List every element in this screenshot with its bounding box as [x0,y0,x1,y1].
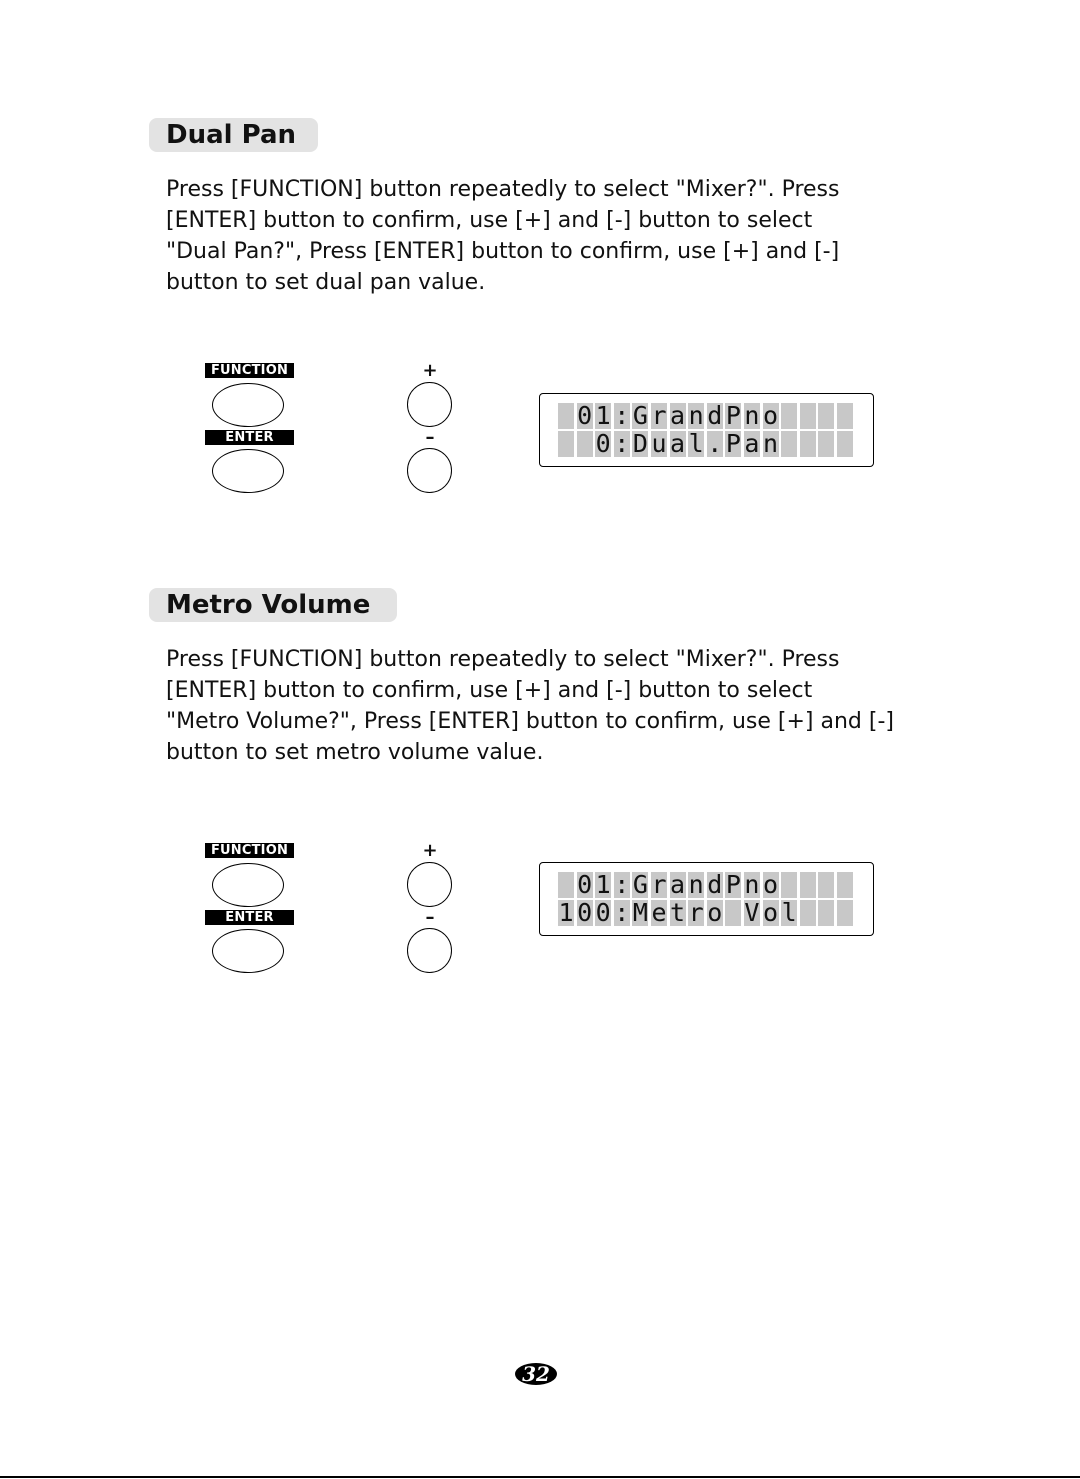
lcd-cell [837,403,853,429]
minus-button[interactable] [407,448,452,493]
lcd-cell: d [707,870,723,899]
lcd-cell: r [651,870,667,899]
metro-volume-instructions [166,644,1046,768]
lcd-cell: l [781,898,797,927]
lcd-cell [577,431,593,457]
lcd-cell: 0 [577,401,593,430]
lcd-cell: n [688,401,704,430]
plus-button[interactable] [407,382,452,427]
paragraph-line: button to set metro volume value. [166,740,544,765]
lcd-cell [781,872,797,898]
lcd-cell: r [651,401,667,430]
lcd-cell [800,403,816,429]
lcd-cell: : [614,429,630,458]
lcd-cell [800,900,816,926]
paragraph-line: [ENTER] button to confirm, use [+] and [-] button to select [166,208,813,233]
lcd-cell: 0 [577,870,593,899]
lcd-cell [818,403,834,429]
lcd-cell: o [763,870,779,899]
lcd-cell [818,872,834,898]
paragraph-line: Press [FUNCTION] button repeatedly to select "Mixer?". Press [166,647,840,672]
function-label: FUNCTION [205,363,294,378]
enter-label: ENTER [205,430,294,445]
lcd-cell [725,900,741,926]
lcd-cell: 1 [558,898,574,927]
lcd-cell: 0 [595,898,611,927]
lcd-cell [558,431,574,457]
section-heading-dual-pan: Dual Pan [149,118,318,152]
lcd-cell: e [651,898,667,927]
enter-button[interactable] [212,449,284,493]
lcd-cell: o [707,898,723,927]
lcd-cell: n [744,870,760,899]
lcd-cell: P [725,429,741,458]
paragraph-line: "Metro Volume?", Press [ENTER] button to confirm, use [+] and [-] [166,709,894,734]
lcd-display [539,862,874,936]
minus-label: – [425,427,435,448]
lcd-cell: n [688,870,704,899]
lcd-cell [800,431,816,457]
minus-button[interactable] [407,928,452,973]
plus-button[interactable] [407,862,452,907]
lcd-cell: : [614,870,630,899]
lcd-cell [558,403,574,429]
lcd-cell: D [632,429,648,458]
lcd-cell: : [614,401,630,430]
lcd-cell: o [763,898,779,927]
lcd-cell: : [614,898,630,927]
section-heading-metro-volume: Metro Volume [149,588,397,622]
function-label: FUNCTION [205,843,294,858]
function-button[interactable] [212,383,284,427]
minus-label: – [425,907,435,928]
lcd-cell: r [688,898,704,927]
lcd-cell: 0 [595,429,611,458]
lcd-cell: a [744,429,760,458]
page-number: 32 [515,1363,557,1385]
plus-label: + [422,360,438,381]
dual-pan-instructions [166,174,1046,298]
bottom-rule [0,1476,1080,1478]
lcd-line-1 [558,872,856,898]
lcd-line-1 [558,403,856,429]
plus-label: + [422,840,438,861]
lcd-cell: G [632,870,648,899]
lcd-cell [837,900,853,926]
lcd-cell: l [688,429,704,458]
lcd-cell [781,431,797,457]
lcd-cell: . [707,429,723,458]
lcd-cell: o [763,401,779,430]
lcd-cell: V [744,898,760,927]
lcd-cell [818,900,834,926]
lcd-cell: u [651,429,667,458]
lcd-cell: a [670,429,686,458]
lcd-cell: 1 [595,401,611,430]
lcd-cell: P [725,870,741,899]
lcd-cell: 1 [595,870,611,899]
lcd-cell: G [632,401,648,430]
lcd-cell: P [725,401,741,430]
lcd-cell [818,431,834,457]
paragraph-line: [ENTER] button to confirm, use [+] and [-] button to select [166,678,813,703]
lcd-cell: n [763,429,779,458]
paragraph-line: "Dual Pan?", Press [ENTER] button to confirm, use [+] and [-] [166,239,840,264]
lcd-cell: 0 [577,898,593,927]
lcd-cell: t [670,898,686,927]
lcd-cell: a [670,401,686,430]
enter-label: ENTER [205,910,294,925]
lcd-cell: d [707,401,723,430]
lcd-cell: a [670,870,686,899]
lcd-cell [800,872,816,898]
paragraph-line: button to set dual pan value. [166,270,486,295]
paragraph-line: Press [FUNCTION] button repeatedly to select "Mixer?". Press [166,177,840,202]
lcd-display [539,393,874,467]
enter-button[interactable] [212,929,284,973]
lcd-line-2 [558,900,856,926]
lcd-cell [837,431,853,457]
lcd-cell [558,872,574,898]
lcd-cell [781,403,797,429]
lcd-cell: n [744,401,760,430]
lcd-cell [837,872,853,898]
lcd-cell: M [632,898,648,927]
function-button[interactable] [212,863,284,907]
lcd-line-2 [558,431,856,457]
